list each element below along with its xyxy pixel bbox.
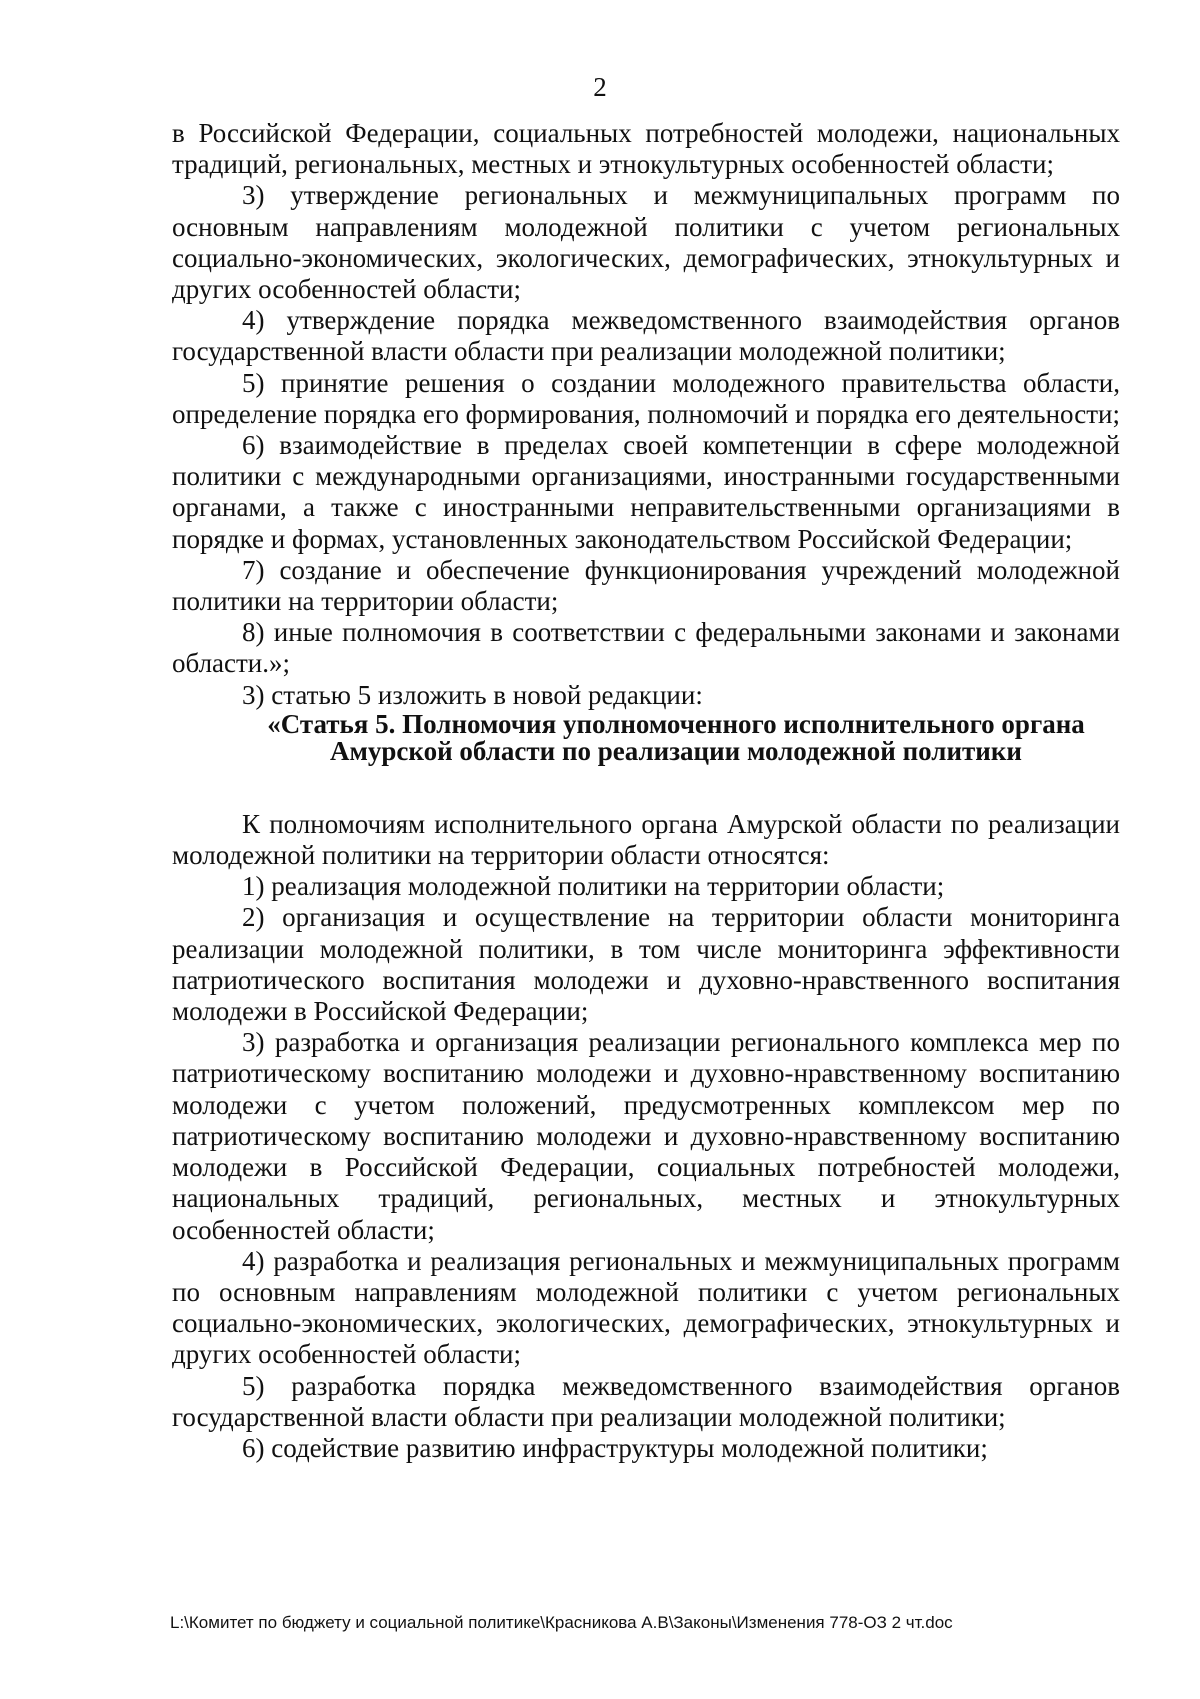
title-spacer (172, 765, 1120, 809)
paragraph-item-4-approval: 4) утверждение порядка межведомственного взаимодействия органов государственной власти области при реализации молодежной политики; (172, 305, 1120, 367)
paragraph-power-2: 2) организация и осуществление на территории области мониторинга реализации молодежной политики, в том числе мониторинга эффективности патриотического воспитания молодежи и духовно-нравственного воспитания молодежи в Российской Федерации; (172, 902, 1120, 1027)
paragraph-item-6-interaction: 6) взаимодействие в пределах своей компетенции в сфере молодежной политики с международными организациями, иностранными государственными органами, а также с иностранными неправительственными организациями в порядке и формах, установленных законодательством Российской Федерации; (172, 430, 1120, 554)
paragraph-power-4: 4) разработка и реализация региональных и межмуниципальных программ по основным направлениям молодежной политики с учетом региональных социально-экономических, экологических, демографических, этнокультурных и других особенностей области; (172, 1245, 1120, 1370)
paragraph-power-3: 3) разработка и организация реализации регионального комплекса мер по патриотическому воспитанию молодежи и духовно-нравственному воспитанию молодежи с учетом положений, предусмотренных комплексом мер по патриотическому воспитанию молодежи и духовно-нравственному воспитанию молодежи в Российской Федерации, социальных потребностей молодежи, национальных традиций, региональных, местных и этнокультурных особенностей области; (172, 1027, 1120, 1245)
paragraph-power-6: 6) содействие развитию инфраструктуры молодежной политики; (242, 1432, 988, 1463)
paragraph-power-5: 5) разработка порядка межведомственного взаимодействия органов государственной власти области при реализации молодежной политики; (172, 1370, 1120, 1432)
article-title-line-2: Амурской области по реализации молодежной политики (330, 735, 1022, 766)
paragraph-item-5-decision: 5) принятие решения о создании молодежного правительства области, определение порядка его формирования, полномочий и порядка его деятельности; (172, 367, 1120, 429)
paragraph-continuation: в Российской Федерации, социальных потребностей молодежи, национальных традиций, региональных, местных и этнокультурных особенностей области; (172, 118, 1120, 180)
page-number: 2 (593, 72, 607, 102)
paragraph-item-3-approval: 3) утверждение региональных и межмуниципальных программ по основным направлениям молодежной политики с учетом региональных социально-экономических, экологических, демографических, этнокультурных и других особенностей области; (172, 180, 1120, 305)
paragraph-article-intro: К полномочиям исполнительного органа Амурской области по реализации молодежной политики на территории области относятся: (172, 808, 1120, 871)
article-title-line-1: «Статья 5. Полномочия уполномоченного исполнительного органа (267, 708, 1085, 739)
footer-file-path: L:\Комитет по бюджету и социальной политике\Красникова А.В\Законы\Изменения 778-ОЗ 2 чт.doc (170, 1613, 953, 1632)
article-5-title (172, 708, 1120, 766)
paragraph-item-8-other: 8) иные полномочия в соответствии с федеральными законами и законами области.»; (172, 617, 1120, 679)
paragraph-power-1: 1) реализация молодежной политики на территории области; (242, 871, 945, 902)
document-body (172, 118, 1120, 1464)
paragraph-item-7-institutions: 7) создание и обеспечение функционирования учреждений молодежной политики на территории области; (172, 554, 1120, 617)
paragraph-amendment-3: 3) статью 5 изложить в новой редакции: (242, 679, 703, 710)
